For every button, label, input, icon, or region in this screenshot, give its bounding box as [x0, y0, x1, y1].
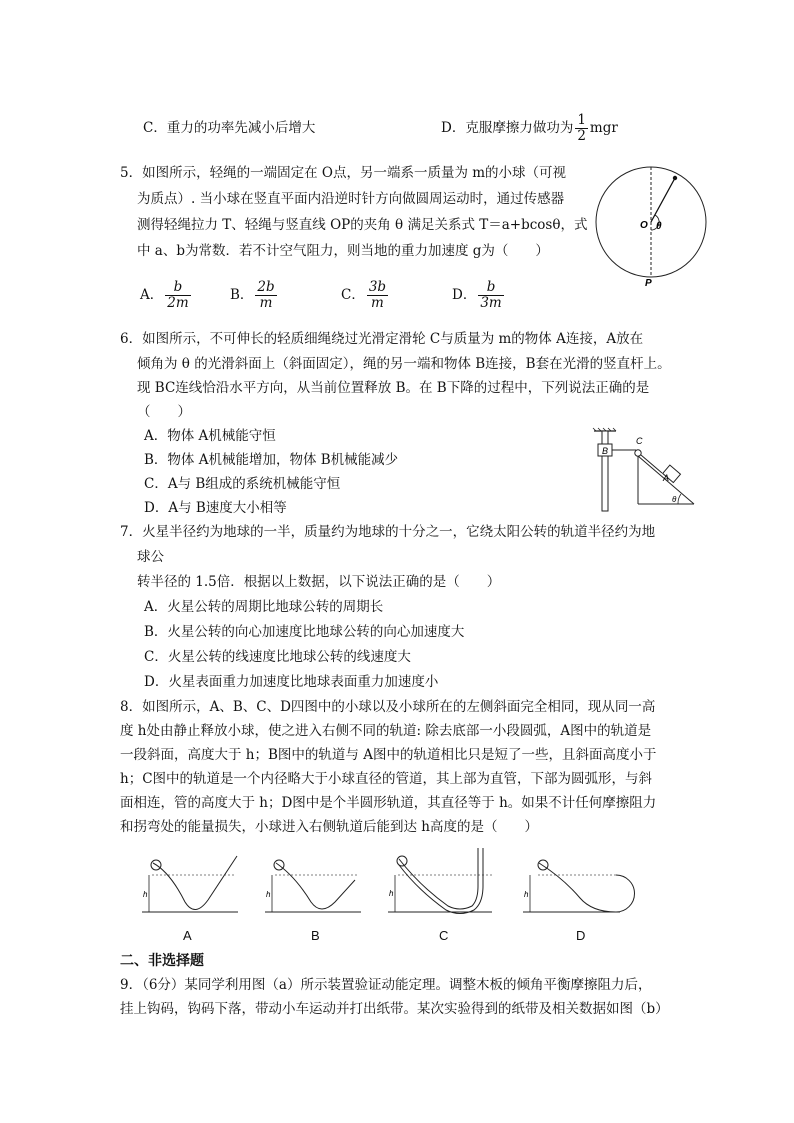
h-label: h — [389, 889, 394, 898]
rope-line — [651, 178, 675, 222]
q4-option-c: C．重力的功率先减小后增大 — [143, 120, 316, 136]
q6-stem-line-2: 倾角为 θ 的光滑斜面上（斜面固定），绳的另一端和物体 B连接，B套在光滑的竖直杆上。 — [137, 356, 671, 372]
ball — [397, 856, 407, 866]
angle-arc — [678, 494, 681, 504]
h-label: h — [524, 890, 529, 899]
option-label: C． — [341, 287, 365, 303]
fraction-denominator: 3m — [480, 295, 502, 311]
fraction-numerator: b — [165, 280, 190, 296]
q5-circle-figure — [596, 166, 716, 290]
q5-option-d-fraction — [478, 280, 503, 311]
q8-stem-line-4: h；C图中的轨道是一个内径略大于小球直径的管道，其上部为直管，下部为圆弧形，与斜 — [120, 771, 653, 787]
fraction-denominator: m — [259, 295, 273, 311]
q7-option-d: D．火星表面重力加速度比地球表面重力加速度小 — [144, 674, 439, 690]
q6-option-a: A．物体 A机械能守恒 — [144, 428, 276, 444]
q4-option-d-prefix: D．克服摩擦力做功为 — [441, 120, 574, 136]
q8-caption-b: B — [311, 928, 320, 943]
vertical-rod — [602, 431, 608, 511]
q8-figure-b — [263, 852, 363, 918]
q8-figure-a — [140, 852, 240, 918]
q5-stem-line-3: 测得轻绳拉力 T、轻绳与竖直线 OP的夹角 θ 满足关系式 T＝a+bcosθ，式 — [137, 217, 588, 233]
q8-stem-line-6: 和拐弯处的能量损失，小球进入右侧轨道后能到达 h高度的是（ ） — [120, 819, 538, 835]
q4-option-d — [441, 108, 618, 148]
q8-stem-line-2: 度 h处由静止释放小球，使之进入右侧不同的轨道: 除去底部一小段圆弧，A图中的轨道是 — [120, 723, 652, 739]
q8-caption-d: D — [576, 928, 586, 943]
fraction-denominator: m — [371, 295, 384, 311]
semicircle-track — [616, 875, 635, 912]
ball — [673, 176, 677, 180]
q9-line-2: 挂上钩码，钩码下落，带动小车运动并打出纸带。某次实验得到的纸带及相关数据如图（b） — [120, 1001, 669, 1017]
q7-option-a: A．火星公转的周期比地球公转的周期长 — [144, 599, 384, 615]
q6-option-d: D．A与 B速度大小相等 — [144, 500, 287, 516]
q5-stem-line-4: 中 a、b为常数．若不计空气阻力，则当地的重力加速度 g为（ ） — [137, 243, 549, 259]
q6-stem-line-3: 现 BC连线恰沿水平方向，从当前位置释放 B。在 B下降的过程中，下列说法正确的是 — [137, 380, 650, 396]
q8-stem-line-3: 一段斜面，高度大于 h；B图中的轨道与 A图中的轨道相比只是短了一些，且斜面高度小于 — [120, 747, 657, 763]
q5-option-b-fraction — [255, 280, 276, 311]
label-a: A — [663, 473, 670, 483]
q5-option-b — [230, 275, 279, 315]
label-theta: θ — [672, 495, 677, 504]
q5-option-d — [452, 275, 506, 315]
q9-line-1: 9．（6分）某同学利用图（a）所示装置验证动能定理。调整木板的倾角平衡摩擦阻力后， — [120, 977, 652, 993]
label-b: B — [602, 446, 609, 456]
q7-option-c: C．火星公转的线速度比地球公转的线速度大 — [144, 649, 411, 665]
q8-stem-line-5: 面相连，管的高度大于 h；D图中是个半圆形轨道，其直径等于 h。如果不计任何摩擦阻力 — [120, 795, 657, 811]
label-o: O — [640, 220, 648, 231]
fraction-numerator: 3b — [368, 279, 387, 295]
q6-option-c: C．A与 B组成的系统机械能守恒 — [144, 476, 341, 492]
q5-stem-line-2: 为质点）. 当小球在竖直平面内沿逆时针方向做圆周运动时，通过传感器 — [137, 191, 565, 207]
label-p: P — [645, 278, 652, 289]
option-label: A． — [140, 287, 164, 303]
label-c: C — [636, 436, 643, 446]
q4-option-d-fraction — [575, 113, 588, 144]
fraction-denominator: 2 — [577, 128, 586, 144]
q7-stem-line-1: 7．火星半径约为地球的一半，质量约为地球的十分之一，它绕太阳公转的轨道半径约为地 — [120, 524, 656, 540]
q6-stem-line-1: 6．如图所示，不可伸长的轻质细绳绕过光滑定滑轮 C与质量为 m的物体 A连接，A放在 — [120, 331, 644, 347]
q8-caption-c: C — [439, 928, 449, 943]
fraction-numerator: 1 — [577, 112, 586, 128]
q7-option-b: B．火星公转的向心加速度比地球公转的向心加速度大 — [144, 624, 465, 640]
q5-option-a — [140, 275, 193, 315]
q5-option-a-fraction — [165, 280, 190, 311]
tube-outer-wall — [399, 848, 483, 914]
track — [153, 856, 237, 910]
option-label: B． — [230, 287, 254, 303]
section-title: 二、非选择题 — [120, 953, 204, 969]
q4-option-d-suffix: mgr — [589, 120, 618, 136]
q5-option-c — [341, 275, 390, 315]
q6-pulley-figure — [592, 428, 702, 512]
h-label: h — [143, 890, 148, 899]
q7-stem-line-3: 转半径的 1.5倍．根据以上数据，以下说法正确的是（ ） — [137, 574, 501, 590]
label-theta: θ — [656, 221, 662, 232]
track — [276, 863, 355, 909]
q8-caption-a: A — [183, 928, 192, 943]
q5-option-c-fraction — [367, 280, 388, 311]
rope-ca — [641, 455, 662, 473]
q8-stem-line-1: 8．如图所示，A、B、C、D四图中的小球以及小球所在的左侧斜面完全相同，现从同一高 — [120, 699, 656, 715]
option-label: D． — [452, 287, 477, 303]
q7-stem-line-2: 球公 — [137, 549, 164, 565]
fraction-numerator: b — [478, 280, 503, 296]
q8-figure-c — [386, 846, 496, 918]
slope-track — [539, 863, 616, 912]
q6-stem-line-4: （ ） — [137, 404, 191, 420]
q8-figure-d — [518, 852, 643, 918]
fraction-numerator: 2b — [257, 279, 275, 295]
q6-option-b: B．物体 A机械能增加，物体 B机械能减少 — [144, 452, 399, 468]
h-label: h — [266, 890, 271, 899]
pulley-c — [635, 450, 641, 456]
fraction-denominator: 2m — [167, 295, 189, 311]
q5-stem-line-1: 5．如图所示，轻绳的一端固定在 O点，另一端系一质量为 m的小球（可视 — [120, 165, 567, 181]
